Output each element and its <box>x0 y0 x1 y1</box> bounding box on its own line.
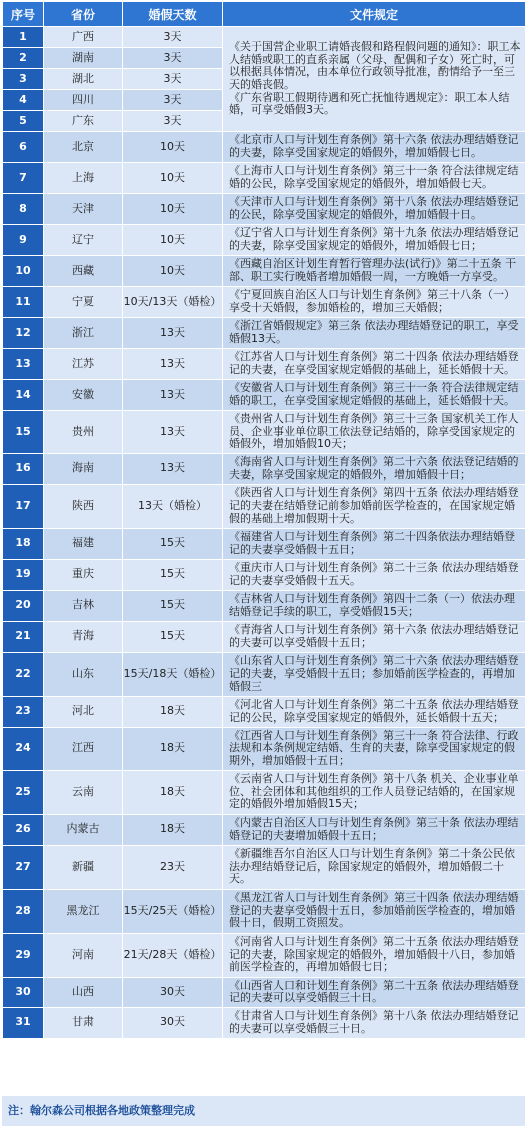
row-number: 9 <box>3 225 44 256</box>
province-cell: 海南 <box>44 453 123 484</box>
footnote: 注：翰尔森公司根据各地政策整理完成 <box>2 1096 525 1126</box>
row-number: 24 <box>3 727 44 770</box>
days-cell: 30天 <box>123 1007 223 1038</box>
province-cell: 天津 <box>44 194 123 225</box>
days-cell: 13天 <box>123 453 223 484</box>
days-cell: 13天 <box>123 380 223 411</box>
days-cell: 10天 <box>123 132 223 163</box>
days-cell: 13天 <box>123 411 223 454</box>
row-number: 29 <box>3 933 44 977</box>
days-cell: 15天/18天（婚检） <box>123 652 223 696</box>
days-cell: 3天 <box>123 90 223 111</box>
days-cell: 15天 <box>123 590 223 621</box>
days-cell: 10天 <box>123 256 223 287</box>
province-cell: 广西 <box>44 27 123 48</box>
policy-cell: 《内蒙古自治区人口与计划生育条例》第三十条 依法办理结婚登记的夫妻增加婚假十五日； <box>223 814 526 845</box>
province-cell: 广东 <box>44 111 123 132</box>
table-row <box>3 411 526 454</box>
policy-cell: 《天津市人口与计划生育条例》第十八条 依法办理结婚登记的公民，除享受国家规定的婚假外，增加婚假十日。 <box>223 194 526 225</box>
days-cell: 3天 <box>123 69 223 90</box>
policy-cell: 《河北省人口与计划生育条例》第二十五条 依法办理结婚登记的公民，除享受国家规定的婚假外，延长婚假十五天； <box>223 696 526 727</box>
table-row <box>3 256 526 287</box>
table-row <box>3 845 526 889</box>
policy-cell: 《西藏自治区计划生育暂行管理办法(试行)》第二十五条 干部、职工实行晚婚者增加婚假一周，一方晚婚一方享受。 <box>223 256 526 287</box>
row-number: 31 <box>3 1007 44 1038</box>
row-number: 20 <box>3 590 44 621</box>
policy-cell: 《北京市人口与计划生育条例》第十六条 依法办理结婚登记的夫妻，除享受国家规定的婚假外，增加婚假七日。 <box>223 132 526 163</box>
table-row <box>3 814 526 845</box>
province-cell: 浙江 <box>44 318 123 349</box>
row-number: 5 <box>3 111 44 132</box>
days-cell: 15天 <box>123 528 223 559</box>
table-row <box>3 590 526 621</box>
province-cell: 上海 <box>44 163 123 194</box>
header-policy: 文件规定 <box>223 2 526 27</box>
province-cell: 新疆 <box>44 845 123 889</box>
table-row <box>3 287 526 318</box>
days-cell: 18天 <box>123 696 223 727</box>
days-cell: 21天/28天（婚检） <box>123 933 223 977</box>
row-number: 21 <box>3 621 44 652</box>
row-number: 4 <box>3 90 44 111</box>
table-row <box>3 727 526 770</box>
days-cell: 18天 <box>123 770 223 814</box>
table-row <box>3 889 526 933</box>
province-cell: 内蒙古 <box>44 814 123 845</box>
table-row <box>3 453 526 484</box>
table-row <box>3 380 526 411</box>
row-number: 12 <box>3 318 44 349</box>
row-number: 3 <box>3 69 44 90</box>
policy-cell: 《安徽省人口与计划生育条例》第三十一条 符合法律规定结婚的职工，在享受国家规定婚假的基础上，延长婚假十天。 <box>223 380 526 411</box>
table-body <box>3 27 526 1039</box>
policy-cell: 《海南省人口与计划生育条例》第二十六条 依法登记结婚的夫妻，除享受国家规定的婚假外，增加婚假十日； <box>223 453 526 484</box>
days-cell: 15天/25天（婚检） <box>123 889 223 933</box>
row-number: 22 <box>3 652 44 696</box>
table-row <box>3 977 526 1007</box>
table-row <box>3 933 526 977</box>
row-number: 30 <box>3 977 44 1007</box>
province-cell: 贵州 <box>44 411 123 454</box>
table-row <box>3 163 526 194</box>
province-cell: 吉林 <box>44 590 123 621</box>
policy-cell: 《吉林省人口与计划生育条例》第四十二条（一）依法办理结婚登记手续的职工，享受婚假15天； <box>223 590 526 621</box>
province-cell: 河南 <box>44 933 123 977</box>
table-row <box>3 652 526 696</box>
policy-cell: 《黑龙江省人口与计划生育条例》第三十四条 依法办理结婚登记的夫妻享受婚假十五日，参加婚前医学检查的，增加婚假十日，假期工资照发。 <box>223 889 526 933</box>
table-row <box>3 132 526 163</box>
days-cell: 23天 <box>123 845 223 889</box>
days-cell: 13天 <box>123 318 223 349</box>
province-cell: 宁夏 <box>44 287 123 318</box>
days-cell: 13天（婚检） <box>123 484 223 528</box>
province-cell: 山西 <box>44 977 123 1007</box>
days-cell: 3天 <box>123 111 223 132</box>
days-cell: 10天/13天（婚检） <box>123 287 223 318</box>
header-days: 婚假天数 <box>123 2 223 27</box>
policy-cell: 《辽宁省人口与计划生育条例》第十九条 依法办理结婚登记的夫妻，除享受国家规定的婚假外，增加婚假七日； <box>223 225 526 256</box>
policy-cell: 《贵州省人口与计划生育条例》第三十三条 国家机关工作人员、企业事业单位职工依法登记结婚的，除享受国家规定的婚假外，增加婚假10天； <box>223 411 526 454</box>
policy-cell: 《福建省人口与计划生育条例》第二十四条依法办理结婚登记的夫妻享受婚假十五日； <box>223 528 526 559</box>
province-cell: 甘肃 <box>44 1007 123 1038</box>
policy-cell: 《新疆维吾尔自治区人口与计划生育条例》第二十条公民依法办理结婚登记后，除国家规定的婚假外，增加婚假二十天。 <box>223 845 526 889</box>
row-number: 6 <box>3 132 44 163</box>
row-number: 17 <box>3 484 44 528</box>
page <box>0 1 527 1126</box>
row-number: 2 <box>3 48 44 69</box>
table-row <box>3 621 526 652</box>
province-cell: 青海 <box>44 621 123 652</box>
days-cell: 18天 <box>123 727 223 770</box>
province-cell: 四川 <box>44 90 123 111</box>
row-number: 14 <box>3 380 44 411</box>
days-cell: 18天 <box>123 814 223 845</box>
province-cell: 陕西 <box>44 484 123 528</box>
row-number: 1 <box>3 27 44 48</box>
row-number: 10 <box>3 256 44 287</box>
days-cell: 30天 <box>123 977 223 1007</box>
policy-cell: 《江苏省人口与计划生育条例》第二十四条 依法办理结婚登记的夫妻，在享受国家规定婚假的基础上，延长婚假十天。 <box>223 349 526 380</box>
policy-cell: 《浙江省婚假规定》第三条 依法办理结婚登记的职工，享受婚假13天。 <box>223 318 526 349</box>
days-cell: 15天 <box>123 559 223 590</box>
marriage-leave-table <box>2 1 526 1039</box>
row-number: 23 <box>3 696 44 727</box>
province-cell: 山东 <box>44 652 123 696</box>
header-no: 序号 <box>3 2 44 27</box>
table-row <box>3 27 526 48</box>
days-cell: 13天 <box>123 349 223 380</box>
row-number: 7 <box>3 163 44 194</box>
table-row <box>3 318 526 349</box>
row-number: 26 <box>3 814 44 845</box>
province-cell: 河北 <box>44 696 123 727</box>
province-cell: 重庆 <box>44 559 123 590</box>
province-cell: 福建 <box>44 528 123 559</box>
days-cell: 3天 <box>123 27 223 48</box>
row-number: 8 <box>3 194 44 225</box>
table-row <box>3 770 526 814</box>
table-row <box>3 225 526 256</box>
policy-cell: 《江西省人口与计划生育条例》第三十一条 符合法律、行政法规和本条例规定结婚、生育的夫妻，除享受国家规定的假期外，增加婚假十五日； <box>223 727 526 770</box>
days-cell: 15天 <box>123 621 223 652</box>
province-cell: 江西 <box>44 727 123 770</box>
province-cell: 安徽 <box>44 380 123 411</box>
row-number: 28 <box>3 889 44 933</box>
table-row <box>3 484 526 528</box>
row-number: 25 <box>3 770 44 814</box>
row-number: 18 <box>3 528 44 559</box>
province-cell: 辽宁 <box>44 225 123 256</box>
header-province: 省份 <box>44 2 123 27</box>
table-header <box>3 2 526 27</box>
table-row <box>3 349 526 380</box>
policy-cell: 《重庆市人口与计划生育条例》第二十三条 依法办理结婚登记的夫妻享受婚假十五天。 <box>223 559 526 590</box>
policy-cell: 《山西省人口和计划生育条例》第二十五条 依法办理结婚登记的夫妻可以享受婚假三十日。 <box>223 977 526 1007</box>
policy-cell: 《宁夏回族自治区人口与计划生育条例》第三十八条（一）享受十天婚假，参加婚检的，增加三天婚假； <box>223 287 526 318</box>
policy-cell: 《河南省人口与计划生育条例》第二十五条 依法办理结婚登记的夫妻，除国家规定的婚假外，增加婚假十八日，参加婚前医学检查的，再增加婚假七日； <box>223 933 526 977</box>
row-number: 16 <box>3 453 44 484</box>
shared-policy-cell: 《关于国营企业职工请婚丧假和路程假问题的通知》：职工本人结婚或职工的直系亲属（父母、配偶和子女）死亡时，可以根据具体情况，由本单位行政领导批准，酌情给予一至三天的婚丧假。 《广东省职工假期待遇和死亡抚恤待遇规定》：职工本人结婚，可享受婚假3天。 <box>223 27 526 132</box>
row-number: 19 <box>3 559 44 590</box>
row-number: 11 <box>3 287 44 318</box>
policy-cell: 《青海省人口与计划生育条例》第十六条 依法办理结婚登记的夫妻可以享受婚假十五日； <box>223 621 526 652</box>
province-cell: 湖南 <box>44 48 123 69</box>
table-row <box>3 696 526 727</box>
days-cell: 10天 <box>123 163 223 194</box>
days-cell: 10天 <box>123 194 223 225</box>
row-number: 13 <box>3 349 44 380</box>
province-cell: 云南 <box>44 770 123 814</box>
province-cell: 江苏 <box>44 349 123 380</box>
province-cell: 西藏 <box>44 256 123 287</box>
days-cell: 3天 <box>123 48 223 69</box>
policy-cell: 《上海市人口与计划生育条例》第三十一条 符合法律规定结婚的公民，除享受国家规定的婚假外，增加婚假七天。 <box>223 163 526 194</box>
table-row <box>3 1007 526 1038</box>
policy-cell: 《陕西省人口与计划生育条例》第四十五条 依法办理结婚登记的夫妻在结婚登记前参加婚前医学检查的，在国家规定婚假的基础上增加假期十天。 <box>223 484 526 528</box>
days-cell: 10天 <box>123 225 223 256</box>
policy-cell: 《甘肃省人口与计划生育条例》第十八条 依法办理结婚登记的夫妻可以享受婚假三十日。 <box>223 1007 526 1038</box>
row-number: 15 <box>3 411 44 454</box>
table-row <box>3 559 526 590</box>
table-row <box>3 528 526 559</box>
table-row <box>3 194 526 225</box>
row-number: 27 <box>3 845 44 889</box>
province-cell: 北京 <box>44 132 123 163</box>
policy-cell: 《云南省人口与计划生育条例》第十八条 机关、企业事业单位、社会团体和其他组织的工作人员登记结婚的，在国家规定的婚假外增加婚假15天； <box>223 770 526 814</box>
province-cell: 黑龙江 <box>44 889 123 933</box>
policy-cell: 《山东省人口与计划生育条例》第二十六条 依法办理结婚登记的夫妻，享受婚假十五日；参加婚前医学检查的，再增加婚假三 <box>223 652 526 696</box>
province-cell: 湖北 <box>44 69 123 90</box>
